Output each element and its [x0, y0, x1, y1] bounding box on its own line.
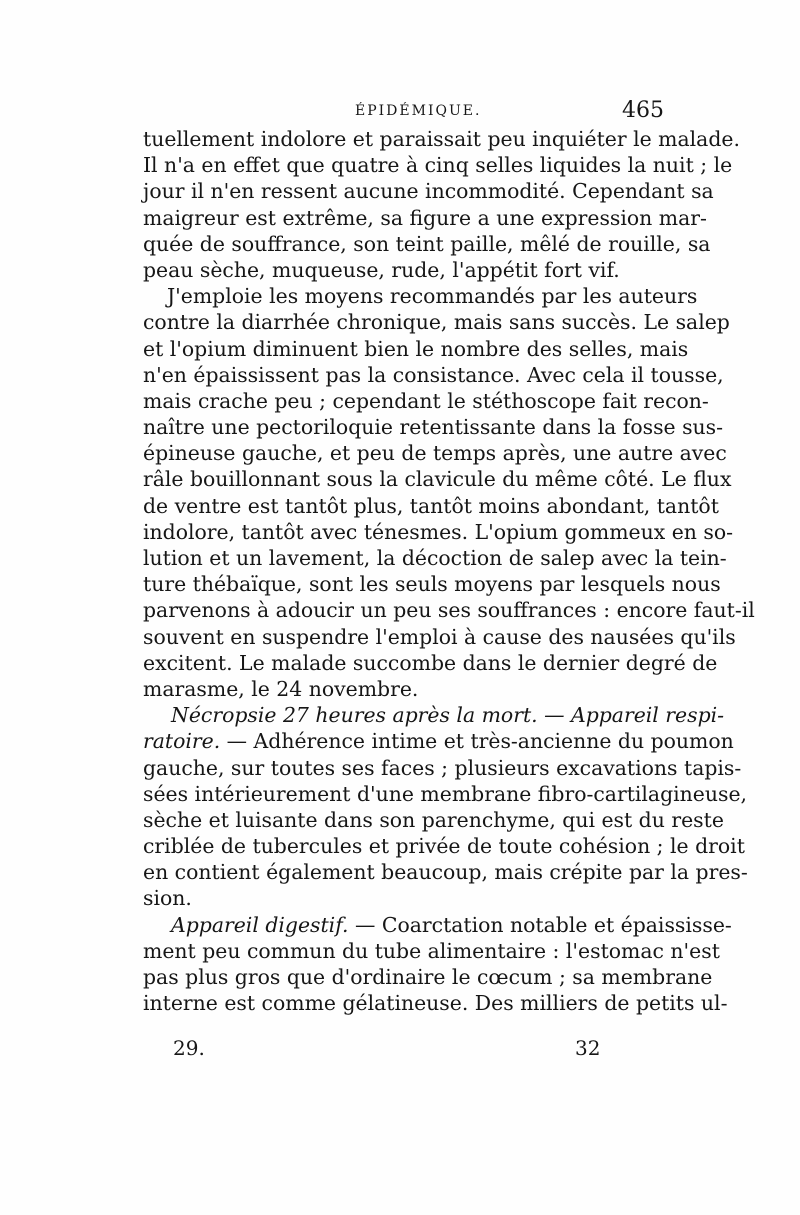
- text-line: peau sèche, muqueuse, rude, l'appétit fort vif.: [143, 257, 620, 282]
- paragraph: [143, 912, 732, 1017]
- section-heading: Nécropsie 27 heures après la mort. — Appareil respi-: [171, 703, 725, 728]
- text-line: [143, 728, 734, 754]
- page-number: 465: [622, 98, 664, 123]
- text-line: sées intérieurement d'une membrane fibro-cartilagineuse,: [143, 781, 748, 806]
- text-line: quée de souffrance, son teint paille, mêlé de rouille, sa: [143, 231, 711, 256]
- text-line: et l'opium diminuent bien le nombre des selles, mais: [143, 336, 689, 361]
- paragraph: [143, 126, 740, 283]
- text-line: [143, 912, 732, 938]
- text-line: [143, 702, 725, 728]
- page-footer: [0, 1033, 800, 1063]
- gathering-mark: 32: [575, 1036, 601, 1060]
- text-line: jour il n'en ressent aucune incommodité. Cependant sa: [143, 179, 714, 204]
- text-line: marasme, le 24 novembre.: [143, 676, 419, 701]
- text-run: — Coarctation notable et épaississe-: [348, 912, 732, 937]
- section-heading: ratoire.: [143, 729, 221, 754]
- text-line: souvent en suspendre l'emploi à cause des nausées qu'ils: [143, 624, 736, 649]
- text-line: Il n'a en effet que quatre à cinq selles liquides la nuit ; le: [143, 153, 733, 178]
- text-line: râle bouillonnant sous la clavicule du même côté. Le flux: [143, 467, 732, 492]
- text-line: naître une pectoriloquie retentissante dans la fosse sus-: [143, 415, 724, 440]
- text-run: — Adhérence intime et très-ancienne du poumon: [220, 729, 734, 754]
- text-line: parvenons à adoucir un peu ses souffrances : encore faut-il: [143, 598, 755, 623]
- paragraph: [143, 702, 748, 912]
- text-line: interne est comme gélatineuse. Des milliers de petits ul-: [143, 991, 728, 1016]
- text-line: épineuse gauche, et peu de temps après, une autre avec: [143, 441, 727, 466]
- text-line: pas plus gros que d'ordinaire le cœcum ; sa membrane: [143, 965, 713, 989]
- text-line: gauche, sur toutes ses faces ; plusieurs excavations tapis-: [143, 755, 742, 780]
- text-line: indolore, tantôt avec ténesmes. L'opium gommeux en so-: [143, 519, 734, 544]
- text-line: J'emploie les moyens recommandés par les auteurs: [167, 284, 698, 309]
- text-line: tuellement indolore et paraissait peu inquiéter le malade.: [143, 127, 740, 151]
- text-line: n'en épaississent pas la consistance. Avec cela il tousse,: [143, 362, 724, 387]
- text-line: excitent. Le malade succombe dans le dernier degré de: [143, 650, 718, 675]
- body-text: [143, 126, 755, 1016]
- text-line: lution et un lavement, la décoction de salep avec la tein-: [143, 546, 727, 570]
- text-line: contre la diarrhée chronique, mais sans succès. Le salep: [143, 310, 730, 335]
- text-line: ment peu commun du tube alimentaire : l'estomac n'est: [143, 938, 720, 963]
- paragraph: [143, 283, 755, 702]
- section-heading: Appareil digestif.: [171, 912, 349, 937]
- text-line: mais crache peu ; cependant le stéthoscope fait recon-: [143, 388, 709, 413]
- text-line: maigreur est extrême, sa figure a une expression mar-: [143, 205, 707, 230]
- signature-mark: 29.: [173, 1036, 205, 1060]
- text-line: de ventre est tantôt plus, tantôt moins abondant, tantôt: [143, 493, 719, 518]
- text-line: ture thébaïque, sont les seuls moyens par lesquels nous: [143, 572, 721, 597]
- text-line: sèche et luisante dans son parenchyme, qui est du reste: [143, 807, 724, 832]
- running-head: ÉPIDÉMIQUE.: [355, 103, 482, 119]
- text-line: sion.: [143, 886, 192, 911]
- text-line: en contient également beaucoup, mais crépite par la pres-: [143, 860, 748, 885]
- text-line: criblée de tubercules et privée de toute cohésion ; le droit: [143, 834, 745, 859]
- page-header: [0, 96, 800, 126]
